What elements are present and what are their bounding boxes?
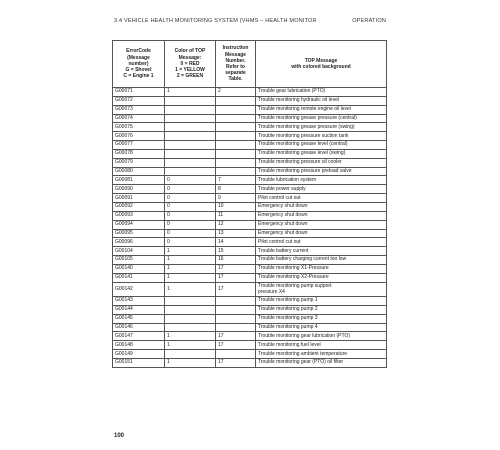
message-color-cell: 1 — [165, 358, 216, 367]
top-message-cell: Trouble monitoring grease level (swing) — [256, 149, 387, 158]
message-color-cell — [165, 323, 216, 332]
top-message-cell: Trouble monitoring grease pressure (central) — [256, 114, 387, 123]
table-row — [113, 211, 387, 220]
error-code-cell: G00151 — [113, 358, 165, 367]
top-message-cell: Emergency shut down — [256, 220, 387, 229]
error-code-cell: G00140 — [113, 264, 165, 273]
error-code-cell: G00142 — [113, 282, 165, 297]
error-code-cell: G00073 — [113, 105, 165, 114]
chapter-name: OPERATION — [352, 18, 386, 24]
column-header-instruction-number: Instruction Message Number. Refer to separate Table. — [216, 41, 256, 88]
instruction-number-cell: 12 — [216, 220, 256, 229]
top-message-cell: Trouble battery current — [256, 247, 387, 256]
instruction-number-cell — [216, 105, 256, 114]
error-code-cell: G00080 — [113, 167, 165, 176]
error-code-cell: G00072 — [113, 96, 165, 105]
message-color-cell: 1 — [165, 341, 216, 350]
top-message-cell: Trouble monitoring X2-Pressure — [256, 273, 387, 282]
message-color-cell — [165, 350, 216, 359]
table-row — [113, 273, 387, 282]
instruction-number-cell — [216, 167, 256, 176]
error-code-cell: G00147 — [113, 332, 165, 341]
error-code-cell: G00148 — [113, 341, 165, 350]
error-code-cell: G00071 — [113, 88, 165, 97]
message-color-cell: 1 — [165, 273, 216, 282]
message-color-cell — [165, 105, 216, 114]
instruction-number-cell: 8 — [216, 185, 256, 194]
error-code-cell: G00092 — [113, 202, 165, 211]
top-message-cell: Trouble lubrication system — [256, 176, 387, 185]
table-row — [113, 314, 387, 323]
message-color-cell: 0 — [165, 194, 216, 203]
top-message-cell: Trouble monitoring grease pressure (swing) — [256, 123, 387, 132]
table-row — [113, 350, 387, 359]
error-code-cell: G00075 — [113, 123, 165, 132]
table-row — [113, 114, 387, 123]
instruction-number-cell — [216, 132, 256, 141]
message-color-cell: 0 — [165, 238, 216, 247]
table-row — [113, 185, 387, 194]
error-code-cell: G00105 — [113, 256, 165, 265]
message-color-cell — [165, 158, 216, 167]
top-message-cell: Emergency shut down — [256, 211, 387, 220]
message-color-cell — [165, 141, 216, 150]
error-code-cell: G00076 — [113, 132, 165, 141]
error-code-cell: G00091 — [113, 194, 165, 203]
table-row — [113, 282, 387, 297]
message-color-cell — [165, 297, 216, 306]
top-message-cell: Trouble monitoring grease level (central) — [256, 141, 387, 150]
instruction-number-cell: 17 — [216, 264, 256, 273]
instruction-number-cell: 14 — [216, 238, 256, 247]
message-color-cell: 0 — [165, 185, 216, 194]
instruction-number-cell: 11 — [216, 211, 256, 220]
top-message-cell: Trouble monitoring pump 1 — [256, 297, 387, 306]
table-row — [113, 238, 387, 247]
top-message-cell: Trouble monitoring remote engine oil level — [256, 105, 387, 114]
top-message-cell: Trouble monitoring pressure preload valve — [256, 167, 387, 176]
message-color-cell: 1 — [165, 332, 216, 341]
message-color-cell — [165, 132, 216, 141]
top-message-cell: Trouble monitoring pump support pressure X4 — [256, 282, 387, 297]
message-color-cell: 1 — [165, 88, 216, 97]
instruction-number-cell — [216, 314, 256, 323]
top-message-cell: Trouble monitoring pressure oil cooler — [256, 158, 387, 167]
table-row — [113, 229, 387, 238]
top-message-cell: Trouble monitoring pressure suction tank — [256, 132, 387, 141]
instruction-number-cell: 15 — [216, 247, 256, 256]
message-color-cell — [165, 314, 216, 323]
error-code-cell: G00145 — [113, 314, 165, 323]
top-message-cell: Trouble monitoring gear (PTO) oil filter — [256, 358, 387, 367]
message-color-cell: 1 — [165, 247, 216, 256]
table-row — [113, 297, 387, 306]
table-row — [113, 194, 387, 203]
message-color-cell: 0 — [165, 211, 216, 220]
instruction-number-cell — [216, 158, 256, 167]
message-color-cell: 0 — [165, 202, 216, 211]
error-code-cell: G00149 — [113, 350, 165, 359]
table-row — [113, 220, 387, 229]
instruction-number-cell: 16 — [216, 256, 256, 265]
error-code-cell: G00143 — [113, 297, 165, 306]
message-color-cell — [165, 305, 216, 314]
table-row — [113, 323, 387, 332]
table-row — [113, 247, 387, 256]
message-color-cell: 0 — [165, 176, 216, 185]
error-code-cell: G00078 — [113, 149, 165, 158]
error-code-cell: G00081 — [113, 176, 165, 185]
top-message-cell: Trouble monitoring pump 4 — [256, 323, 387, 332]
section-title: 3.4 VEHICLE HEALTH MONITORING SYSTEM (VHMS – HEALTH MONITOR — [114, 18, 317, 24]
table-row — [113, 358, 387, 367]
table-row — [113, 141, 387, 150]
message-color-cell — [165, 96, 216, 105]
error-code-table — [112, 40, 387, 368]
instruction-number-cell — [216, 297, 256, 306]
message-color-cell — [165, 167, 216, 176]
table-row — [113, 88, 387, 97]
page-number: 100 — [114, 433, 125, 439]
message-color-cell — [165, 114, 216, 123]
instruction-number-cell: 17 — [216, 341, 256, 350]
top-message-cell: Trouble monitoring hydraulic oil level — [256, 96, 387, 105]
column-header-error-code: ErrorCode (Message number) G = Shovel C = Engine 1 — [113, 41, 165, 88]
instruction-number-cell: 17 — [216, 273, 256, 282]
instruction-number-cell — [216, 305, 256, 314]
error-code-cell: G00077 — [113, 141, 165, 150]
table-row — [113, 305, 387, 314]
column-header-message-color: Color of TOP Message: 0 = RED 1 = YELLOW 2 = GREEN — [165, 41, 216, 88]
error-code-cell: G00093 — [113, 211, 165, 220]
instruction-number-cell — [216, 350, 256, 359]
top-message-cell: Pilot control cut out — [256, 238, 387, 247]
table-row — [113, 105, 387, 114]
error-code-cell: G00079 — [113, 158, 165, 167]
message-color-cell — [165, 123, 216, 132]
table-row — [113, 123, 387, 132]
table-body — [113, 88, 387, 368]
table-row — [113, 167, 387, 176]
instruction-number-cell — [216, 96, 256, 105]
top-message-cell: Trouble monitoring X1-Pressure — [256, 264, 387, 273]
table-header-row — [113, 41, 387, 88]
instruction-number-cell — [216, 114, 256, 123]
instruction-number-cell: 7 — [216, 176, 256, 185]
message-color-cell: 1 — [165, 264, 216, 273]
top-message-cell: Trouble monitoring pump 3 — [256, 314, 387, 323]
top-message-cell: Trouble monitoring fuel level — [256, 341, 387, 350]
table-row — [113, 158, 387, 167]
message-color-cell — [165, 149, 216, 158]
top-message-cell: Trouble power supply — [256, 185, 387, 194]
message-color-cell: 1 — [165, 282, 216, 297]
instruction-number-cell: 17 — [216, 358, 256, 367]
table-row — [113, 264, 387, 273]
top-message-cell: Pilot control cut out — [256, 194, 387, 203]
top-message-cell: Trouble battery charging current too low — [256, 256, 387, 265]
error-code-cell: G00104 — [113, 247, 165, 256]
error-code-cell: G00096 — [113, 238, 165, 247]
instruction-number-cell: 10 — [216, 202, 256, 211]
table-row — [113, 132, 387, 141]
instruction-number-cell — [216, 141, 256, 150]
error-code-cell: G00146 — [113, 323, 165, 332]
instruction-number-cell: 13 — [216, 229, 256, 238]
message-color-cell: 0 — [165, 229, 216, 238]
instruction-number-cell: 17 — [216, 282, 256, 297]
message-color-cell: 0 — [165, 220, 216, 229]
error-code-cell: G00074 — [113, 114, 165, 123]
table-row — [113, 256, 387, 265]
table-row — [113, 202, 387, 211]
top-message-cell: Trouble monitoring gear lubrication (PTO) — [256, 332, 387, 341]
table-row — [113, 176, 387, 185]
table-row — [113, 149, 387, 158]
top-message-cell: Trouble gear lubrication (PTO) — [256, 88, 387, 97]
table-row — [113, 332, 387, 341]
instruction-number-cell — [216, 323, 256, 332]
top-message-cell: Emergency shut down — [256, 202, 387, 211]
instruction-number-cell: 17 — [216, 332, 256, 341]
top-message-cell: Trouble monitoring ambient temperature — [256, 350, 387, 359]
instruction-number-cell — [216, 123, 256, 132]
instruction-number-cell — [216, 149, 256, 158]
top-message-cell: Emergency shut down — [256, 229, 387, 238]
error-code-cell: G00095 — [113, 229, 165, 238]
error-code-cell: G00144 — [113, 305, 165, 314]
table-row — [113, 96, 387, 105]
error-code-cell: G00094 — [113, 220, 165, 229]
error-code-cell: G00090 — [113, 185, 165, 194]
running-header — [114, 18, 386, 24]
instruction-number-cell: 2 — [216, 88, 256, 97]
table-row — [113, 341, 387, 350]
top-message-cell: Trouble monitoring pump 2 — [256, 305, 387, 314]
column-header-top-message: TOP Message with colored background — [256, 41, 387, 88]
error-code-cell: G00141 — [113, 273, 165, 282]
instruction-number-cell: 9 — [216, 194, 256, 203]
message-color-cell: 1 — [165, 256, 216, 265]
